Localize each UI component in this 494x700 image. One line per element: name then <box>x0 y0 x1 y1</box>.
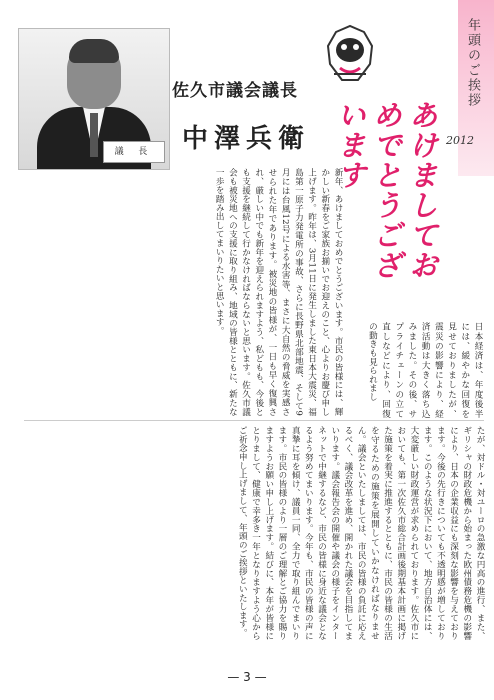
emblem-icon <box>322 24 378 84</box>
body-text-lower: たが、対ドル・対ユーロの急激な円高の進行、また、ギリシャの財政危機から始まった欧州債務危機の影響により、日本の企業収益にも深刻な影響を与えております。今後の先行きについても不透明感が増しております。このような状況下において、地方自治体には、大変厳しい財政運営が求められております。佐久市においても、第一次佐久市総合計画後期基本計画に掲げた施策を着実に推進するとともに、市民の皆様の生活を守るための施策を展開していかなければなりません。議会といたしましては、市民の皆様の負託に応えるべく、議会改革を進め、開かれた議会を目指してまいります。議会報告会の開催や議会の様子をインターネットで中継するなど、市民の皆様に身近な議会となるよう努めてまいります。今年も、市民の皆様の声に真摯に耳を傾け、議員一同、全力で取り組んでまいります。市民の皆様のより一層のご理解とご協力を賜りますようお願い申し上げます。結びに、本年が皆様にとりまして、健康で幸多き一年となりますよう心からご祈念申し上げまして、年頭のご挨拶といたします。 <box>237 426 485 640</box>
body-text-top-right: 日本経済は、年度後半には、緩やかな回復を見せておりましたが、震災の影響により、経済活動は大きく落ち込みました。その後、サプライチェーンの立て直しなどにより、回復の動きも見られまし <box>367 322 483 418</box>
photo-nameplate: 議 長 <box>103 141 165 163</box>
page-number: — 3 — <box>227 670 267 684</box>
org-title: 佐久市議会議長 <box>172 81 298 101</box>
body-text-upper: 新年、あけましておめでとうございます。市民の皆様には、輝かしい新春をご家族お揃いでお迎えのこと、心よりお慶び申し上げます。昨年は、3月11日に発生しました東日本大震災、福島第一原子力発電所の事故、さらに長野県北部地震、そして9月には台風12号による水害等、まさに大自然の脅威を実感させられた年であります。被災地の皆様が、一日も早く復興され、厳しい中でも新年を迎えられますよう、私どもも、今後とも支援を継続して行かなければならないと思います。佐久市議会も被災地への支援に取り組み、地域の皆様とともに、新たな一歩を踏み出してまいりたいと思います。 <box>214 168 343 416</box>
side-year: 2012 <box>446 134 474 147</box>
side-title: 年頭のご挨拶 <box>465 18 480 108</box>
section-divider <box>24 420 484 421</box>
chairman-name: 中澤兵衛 <box>182 124 311 154</box>
new-year-greeting: あけましておめでとうございます <box>333 100 439 280</box>
chairman-photo <box>18 28 170 170</box>
